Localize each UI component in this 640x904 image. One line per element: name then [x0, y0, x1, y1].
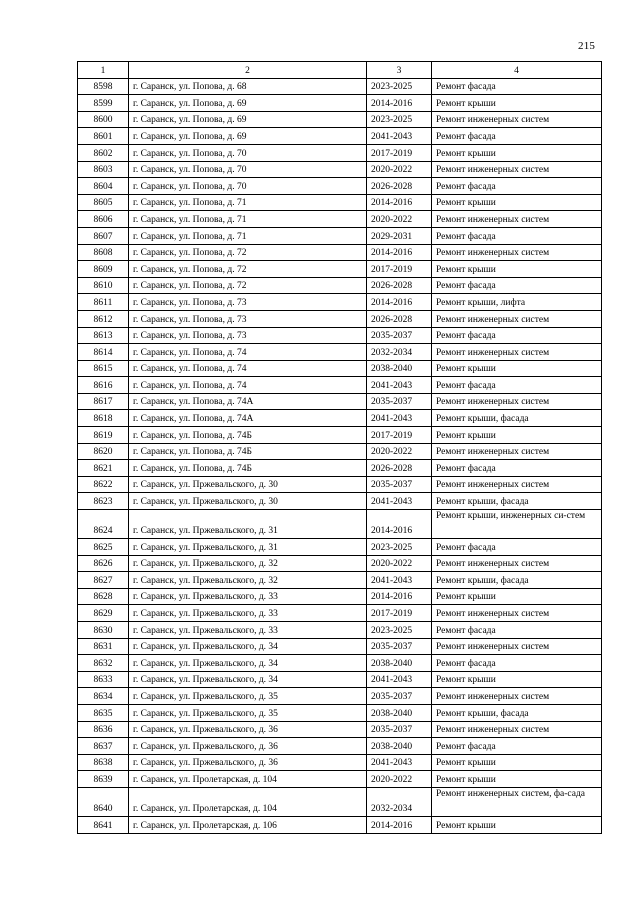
work-type-cell: Ремонт фасада	[432, 227, 602, 244]
table-row	[78, 360, 602, 377]
table-row	[78, 310, 602, 327]
address-cell: г. Саранск, ул. Пржевальского, д. 32	[129, 572, 367, 589]
row-number: 8617	[78, 393, 129, 410]
address-cell: г. Саранск, ул. Попова, д. 70	[129, 144, 367, 161]
table-row	[78, 393, 602, 410]
row-number: 8627	[78, 572, 129, 589]
table-row	[78, 704, 602, 721]
period-cell: 2038-2040	[367, 704, 432, 721]
work-type-cell: Ремонт крыши	[432, 671, 602, 688]
period-cell: 2026-2028	[367, 310, 432, 327]
work-type-cell: Ремонт инженерных систем	[432, 211, 602, 228]
row-number: 8615	[78, 360, 129, 377]
period-cell: 2023-2025	[367, 622, 432, 639]
period-cell: 2020-2022	[367, 161, 432, 178]
period-cell: 2020-2022	[367, 771, 432, 788]
table-row	[78, 427, 602, 444]
work-type-cell: Ремонт инженерных систем	[432, 555, 602, 572]
address-cell: г. Саранск, ул. Попова, д. 74	[129, 360, 367, 377]
work-type-cell: Ремонт крыши, фасада	[432, 493, 602, 510]
work-type-cell: Ремонт крыши	[432, 588, 602, 605]
work-type-cell: Ремонт инженерных систем	[432, 605, 602, 622]
table-row	[78, 161, 602, 178]
table-row	[78, 572, 602, 589]
row-number: 8640	[78, 787, 129, 816]
address-cell: г. Саранск, ул. Пржевальского, д. 33	[129, 588, 367, 605]
row-number: 8599	[78, 95, 129, 112]
period-cell: 2014-2016	[367, 510, 432, 539]
address-cell: г. Саранск, ул. Попова, д. 73	[129, 310, 367, 327]
period-cell: 2035-2037	[367, 327, 432, 344]
address-cell: г. Саранск, ул. Попова, д. 74	[129, 344, 367, 361]
table-row	[78, 787, 602, 816]
header-col-1: 1	[78, 62, 129, 79]
row-number: 8631	[78, 638, 129, 655]
table-row	[78, 227, 602, 244]
period-cell: 2035-2037	[367, 688, 432, 705]
work-type-cell: Ремонт крыши	[432, 144, 602, 161]
period-cell: 2017-2019	[367, 605, 432, 622]
period-cell: 2041-2043	[367, 377, 432, 394]
table-row	[78, 144, 602, 161]
row-number: 8633	[78, 671, 129, 688]
work-type-cell: Ремонт фасада	[432, 178, 602, 195]
address-cell: г. Саранск, ул. Пролетарская, д. 106	[129, 816, 367, 833]
header-row	[78, 62, 602, 79]
address-cell: г. Саранск, ул. Попова, д. 69	[129, 95, 367, 112]
period-cell: 2029-2031	[367, 227, 432, 244]
page-number: 215	[578, 40, 596, 52]
row-number: 8607	[78, 227, 129, 244]
work-type-cell: Ремонт крыши	[432, 194, 602, 211]
table-row	[78, 622, 602, 639]
address-cell: г. Саранск, ул. Пржевальского, д. 36	[129, 754, 367, 771]
address-cell: г. Саранск, ул. Пржевальского, д. 31	[129, 539, 367, 556]
address-cell: г. Саранск, ул. Попова, д. 74Б	[129, 460, 367, 477]
table-row	[78, 178, 602, 195]
period-cell: 2014-2016	[367, 95, 432, 112]
address-cell: г. Саранск, ул. Пржевальского, д. 36	[129, 721, 367, 738]
repair-schedule-table	[77, 61, 602, 834]
table-body	[78, 78, 602, 833]
table-row	[78, 344, 602, 361]
work-type-cell: Ремонт фасада	[432, 78, 602, 95]
row-number: 8637	[78, 738, 129, 755]
work-type-cell: Ремонт фасада	[432, 277, 602, 294]
row-number: 8606	[78, 211, 129, 228]
period-cell: 2032-2034	[367, 344, 432, 361]
address-cell: г. Саранск, ул. Пржевальского, д. 33	[129, 605, 367, 622]
row-number: 8632	[78, 655, 129, 672]
work-type-cell: Ремонт инженерных систем	[432, 443, 602, 460]
work-type-cell: Ремонт фасада	[432, 128, 602, 145]
period-cell: 2026-2028	[367, 178, 432, 195]
work-type-cell: Ремонт инженерных систем	[432, 310, 602, 327]
address-cell: г. Саранск, ул. Пржевальского, д. 30	[129, 476, 367, 493]
work-type-cell: Ремонт крыши, фасада	[432, 704, 602, 721]
address-cell: г. Саранск, ул. Попова, д. 74Б	[129, 427, 367, 444]
table-row	[78, 277, 602, 294]
work-type-cell: Ремонт инженерных систем	[432, 688, 602, 705]
row-number: 8609	[78, 261, 129, 278]
period-cell: 2035-2037	[367, 638, 432, 655]
work-type-cell: Ремонт инженерных систем	[432, 638, 602, 655]
row-number: 8623	[78, 493, 129, 510]
table-row	[78, 816, 602, 833]
row-number: 8621	[78, 460, 129, 477]
address-cell: г. Саранск, ул. Попова, д. 71	[129, 194, 367, 211]
row-number: 8630	[78, 622, 129, 639]
work-type-cell: Ремонт крыши	[432, 754, 602, 771]
row-number: 8603	[78, 161, 129, 178]
work-type-cell: Ремонт крыши, инженерных си-стем	[432, 510, 602, 539]
table-row	[78, 111, 602, 128]
work-type-cell: Ремонт крыши	[432, 360, 602, 377]
work-type-cell: Ремонт фасада	[432, 460, 602, 477]
period-cell: 2035-2037	[367, 393, 432, 410]
table-row	[78, 443, 602, 460]
header-col-3: 3	[367, 62, 432, 79]
table-row	[78, 721, 602, 738]
table-row	[78, 78, 602, 95]
table-row	[78, 194, 602, 211]
address-cell: г. Саранск, ул. Пролетарская, д. 104	[129, 771, 367, 788]
table-row	[78, 95, 602, 112]
period-cell: 2017-2019	[367, 427, 432, 444]
table-row	[78, 771, 602, 788]
row-number: 8598	[78, 78, 129, 95]
row-number: 8619	[78, 427, 129, 444]
row-number: 8604	[78, 178, 129, 195]
address-cell: г. Саранск, ул. Пржевальского, д. 31	[129, 510, 367, 539]
header-col-2: 2	[129, 62, 367, 79]
address-cell: г. Саранск, ул. Пржевальского, д. 30	[129, 493, 367, 510]
row-number: 8601	[78, 128, 129, 145]
period-cell: 2035-2037	[367, 721, 432, 738]
period-cell: 2014-2016	[367, 816, 432, 833]
row-number: 8616	[78, 377, 129, 394]
table-row	[78, 605, 602, 622]
period-cell: 2038-2040	[367, 360, 432, 377]
period-cell: 2020-2022	[367, 443, 432, 460]
work-type-cell: Ремонт крыши	[432, 816, 602, 833]
work-type-cell: Ремонт крыши	[432, 261, 602, 278]
table-row	[78, 327, 602, 344]
table-row	[78, 738, 602, 755]
period-cell: 2041-2043	[367, 128, 432, 145]
work-type-cell: Ремонт инженерных систем	[432, 244, 602, 261]
row-number: 8614	[78, 344, 129, 361]
table-row	[78, 588, 602, 605]
row-number: 8634	[78, 688, 129, 705]
period-cell: 2020-2022	[367, 555, 432, 572]
work-type-cell: Ремонт фасада	[432, 327, 602, 344]
address-cell: г. Саранск, ул. Попова, д. 71	[129, 227, 367, 244]
work-type-cell: Ремонт инженерных систем	[432, 161, 602, 178]
work-type-cell: Ремонт инженерных систем	[432, 344, 602, 361]
table-row	[78, 476, 602, 493]
work-type-cell: Ремонт инженерных систем, фа-сада	[432, 787, 602, 816]
work-type-cell: Ремонт крыши	[432, 771, 602, 788]
table-row	[78, 410, 602, 427]
address-cell: г. Саранск, ул. Пржевальского, д. 34	[129, 671, 367, 688]
table-row	[78, 493, 602, 510]
table-row	[78, 261, 602, 278]
row-number: 8611	[78, 294, 129, 311]
address-cell: г. Саранск, ул. Попова, д. 69	[129, 111, 367, 128]
work-type-cell: Ремонт инженерных систем	[432, 721, 602, 738]
address-cell: г. Саранск, ул. Пржевальского, д. 34	[129, 655, 367, 672]
work-type-cell: Ремонт фасада	[432, 655, 602, 672]
address-cell: г. Саранск, ул. Попова, д. 72	[129, 261, 367, 278]
period-cell: 2020-2022	[367, 211, 432, 228]
work-type-cell: Ремонт фасада	[432, 738, 602, 755]
table-row	[78, 754, 602, 771]
row-number: 8625	[78, 539, 129, 556]
period-cell: 2041-2043	[367, 410, 432, 427]
address-cell: г. Саранск, ул. Попова, д. 72	[129, 244, 367, 261]
work-type-cell: Ремонт инженерных систем	[432, 393, 602, 410]
table-row	[78, 655, 602, 672]
row-number: 8626	[78, 555, 129, 572]
period-cell: 2038-2040	[367, 738, 432, 755]
period-cell: 2038-2040	[367, 655, 432, 672]
row-number: 8602	[78, 144, 129, 161]
period-cell: 2041-2043	[367, 572, 432, 589]
address-cell: г. Саранск, ул. Попова, д. 68	[129, 78, 367, 95]
address-cell: г. Саранск, ул. Пржевальского, д. 34	[129, 638, 367, 655]
address-cell: г. Саранск, ул. Попова, д. 74	[129, 377, 367, 394]
table-row	[78, 128, 602, 145]
address-cell: г. Саранск, ул. Попова, д. 69	[129, 128, 367, 145]
address-cell: г. Саранск, ул. Попова, д. 73	[129, 327, 367, 344]
row-number: 8635	[78, 704, 129, 721]
address-cell: г. Саранск, ул. Попова, д. 74А	[129, 410, 367, 427]
header-col-4: 4	[432, 62, 602, 79]
table-row	[78, 377, 602, 394]
row-number: 8641	[78, 816, 129, 833]
row-number: 8610	[78, 277, 129, 294]
row-number: 8639	[78, 771, 129, 788]
table-row	[78, 294, 602, 311]
period-cell: 2017-2019	[367, 261, 432, 278]
table-row	[78, 671, 602, 688]
table-row	[78, 510, 602, 539]
period-cell: 2014-2016	[367, 588, 432, 605]
row-number: 8638	[78, 754, 129, 771]
address-cell: г. Саранск, ул. Попова, д. 70	[129, 178, 367, 195]
row-number: 8612	[78, 310, 129, 327]
work-type-cell: Ремонт фасада	[432, 539, 602, 556]
address-cell: г. Саранск, ул. Пржевальского, д. 32	[129, 555, 367, 572]
period-cell: 2023-2025	[367, 78, 432, 95]
row-number: 8629	[78, 605, 129, 622]
row-number: 8608	[78, 244, 129, 261]
table-row	[78, 244, 602, 261]
address-cell: г. Саранск, ул. Попова, д. 71	[129, 211, 367, 228]
address-cell: г. Саранск, ул. Попова, д. 70	[129, 161, 367, 178]
row-number: 8605	[78, 194, 129, 211]
period-cell: 2041-2043	[367, 493, 432, 510]
address-cell: г. Саранск, ул. Попова, д. 74А	[129, 393, 367, 410]
table-row	[78, 460, 602, 477]
period-cell: 2014-2016	[367, 194, 432, 211]
work-type-cell: Ремонт фасада	[432, 377, 602, 394]
address-cell: г. Саранск, ул. Попова, д. 72	[129, 277, 367, 294]
row-number: 8613	[78, 327, 129, 344]
period-cell: 2017-2019	[367, 144, 432, 161]
address-cell: г. Саранск, ул. Пржевальского, д. 33	[129, 622, 367, 639]
work-type-cell: Ремонт инженерных систем	[432, 111, 602, 128]
row-number: 8628	[78, 588, 129, 605]
table-row	[78, 555, 602, 572]
row-number: 8624	[78, 510, 129, 539]
row-number: 8636	[78, 721, 129, 738]
period-cell: 2035-2037	[367, 476, 432, 493]
work-type-cell: Ремонт крыши, фасада	[432, 410, 602, 427]
period-cell: 2026-2028	[367, 277, 432, 294]
address-cell: г. Саранск, ул. Попова, д. 74Б	[129, 443, 367, 460]
period-cell: 2023-2025	[367, 539, 432, 556]
address-cell: г. Саранск, ул. Пржевальского, д. 36	[129, 738, 367, 755]
work-type-cell: Ремонт крыши, фасада	[432, 572, 602, 589]
address-cell: г. Саранск, ул. Пржевальского, д. 35	[129, 688, 367, 705]
period-cell: 2026-2028	[367, 460, 432, 477]
period-cell: 2014-2016	[367, 244, 432, 261]
row-number: 8622	[78, 476, 129, 493]
address-cell: г. Саранск, ул. Попова, д. 73	[129, 294, 367, 311]
row-number: 8618	[78, 410, 129, 427]
row-number: 8620	[78, 443, 129, 460]
period-cell: 2023-2025	[367, 111, 432, 128]
work-type-cell: Ремонт крыши	[432, 95, 602, 112]
table-row	[78, 211, 602, 228]
address-cell: г. Саранск, ул. Пролетарская, д. 104	[129, 787, 367, 816]
period-cell: 2014-2016	[367, 294, 432, 311]
work-type-cell: Ремонт фасада	[432, 622, 602, 639]
table-row	[78, 638, 602, 655]
table-row	[78, 688, 602, 705]
table-header	[78, 62, 602, 79]
work-type-cell: Ремонт крыши	[432, 427, 602, 444]
period-cell: 2041-2043	[367, 671, 432, 688]
table-row	[78, 539, 602, 556]
period-cell: 2032-2034	[367, 787, 432, 816]
work-type-cell: Ремонт крыши, лифта	[432, 294, 602, 311]
work-type-cell: Ремонт инженерных систем	[432, 476, 602, 493]
row-number: 8600	[78, 111, 129, 128]
period-cell: 2041-2043	[367, 754, 432, 771]
address-cell: г. Саранск, ул. Пржевальского, д. 35	[129, 704, 367, 721]
